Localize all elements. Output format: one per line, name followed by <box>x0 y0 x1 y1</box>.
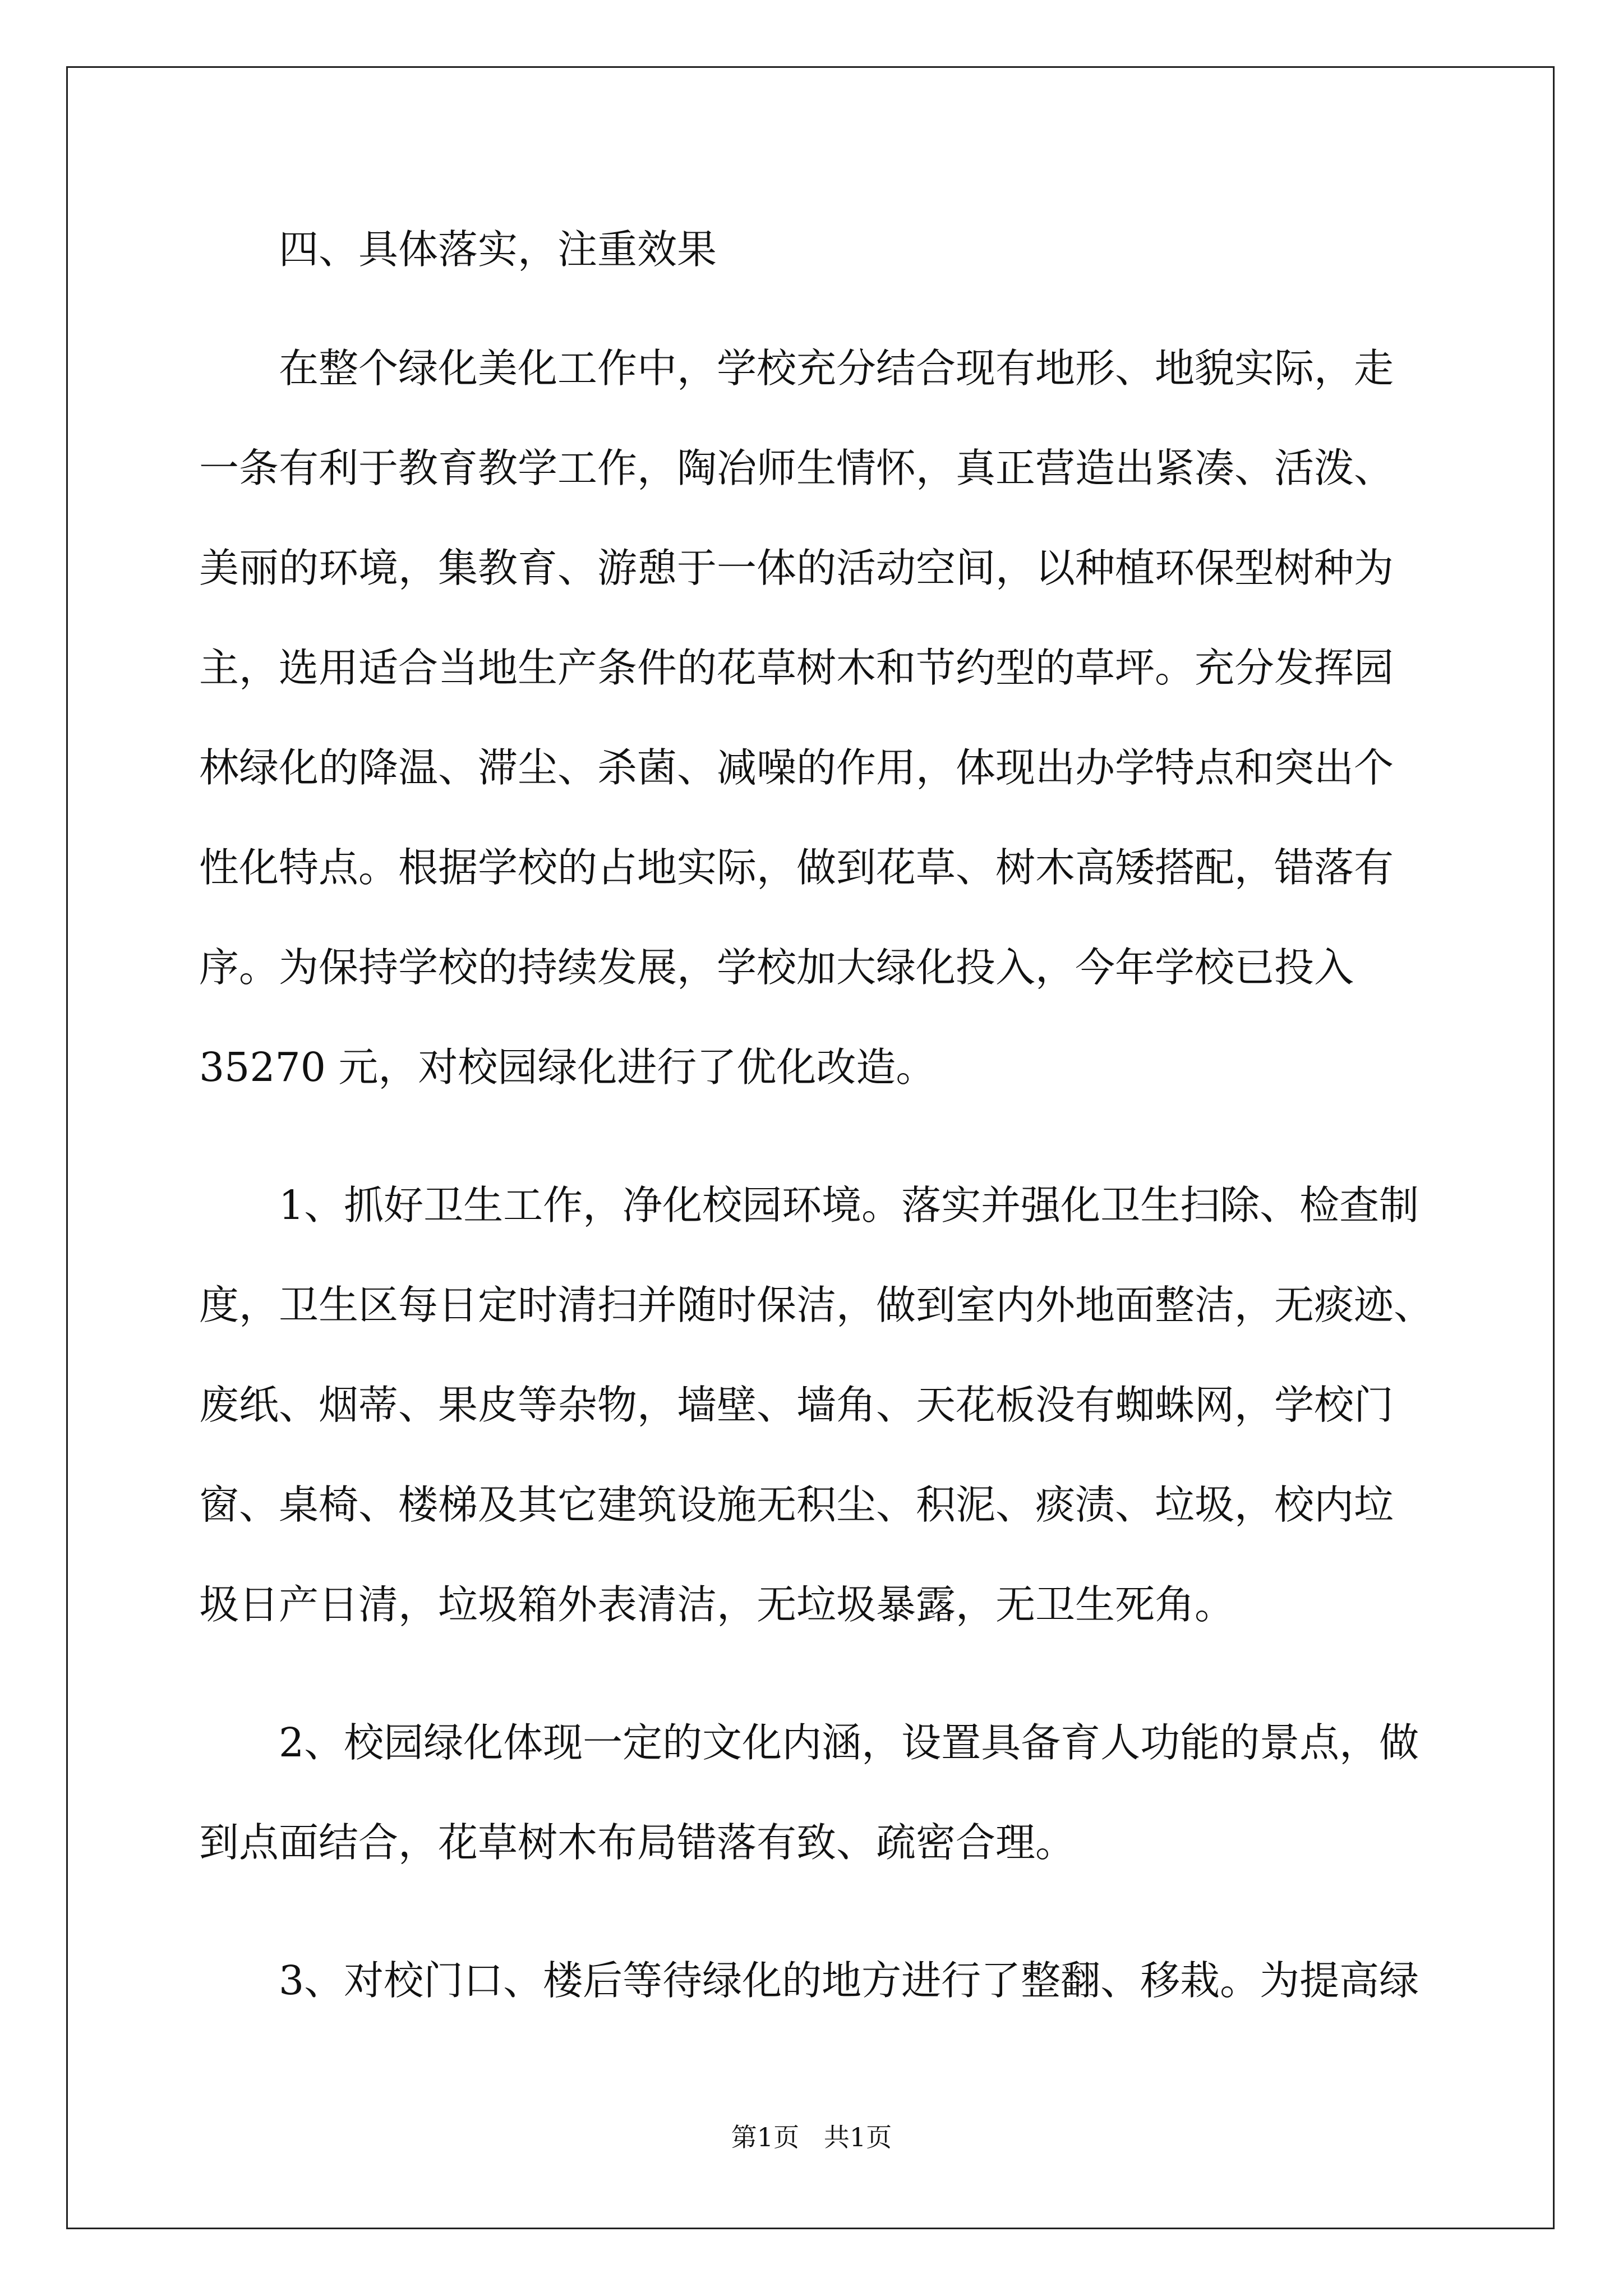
paragraph-line: 3、对校门口、楼后等待绿化的地方进行了整翻、移栽。为提高绿 <box>279 1957 1419 2004</box>
paragraph-line: 美丽的环境，集教育、游憩于一体的活动空间，以种植环保型树种为 <box>199 545 1394 591</box>
paragraph-line: 一条有利于教育教学工作，陶冶师生情怀，真正营造出紧凑、活泼、 <box>199 445 1394 491</box>
paragraph-2 <box>199 1156 1433 1655</box>
paragraph-line: 废纸、烟蒂、果皮等杂物，墙壁、墙角、天花板没有蜘蛛网，学校门 <box>199 1382 1394 1428</box>
paragraph-line: 2、校园绿化体现一定的文化内涵，设置具备育人功能的景点，做 <box>279 1719 1419 1766</box>
paragraph-line: 35270 元，对校园绿化进行了优化改造。 <box>199 1044 936 1091</box>
paragraph-line: 圾日产日清，垃圾箱外表清洁，无垃圾暴露，无卫生死角。 <box>199 1581 1235 1628</box>
paragraph-3 <box>199 1693 1433 1893</box>
paragraph-line: 窗、桌椅、楼梯及其它建筑设施无积尘、积泥、痰渍、垃圾，校内垃 <box>199 1481 1394 1528</box>
section-heading: 四、具体落实，注重效果 <box>279 226 717 273</box>
paragraph-line: 1、抓好卫生工作，净化校园环境。落实并强化卫生扫除、检查制 <box>279 1182 1419 1228</box>
paragraph-1 <box>199 319 1433 1117</box>
paragraph-line: 林绿化的降温、滞尘、杀菌、减噪的作用，体现出办学特点和突出个 <box>199 744 1394 791</box>
paragraph-line: 度，卫生区每日定时清扫并随时保洁，做到室内外地面整洁，无痰迹、 <box>199 1282 1434 1328</box>
paragraph-line: 到点面结合，花草树木布局错落有致、疏密合理。 <box>199 1819 1076 1866</box>
page-number-footer: 第1页 共1页 <box>731 2122 892 2152</box>
paragraph-line: 序。为保持学校的持续发展，学校加大绿化投入，今年学校已投入 <box>199 944 1354 991</box>
paragraph-line: 主，选用适合当地生产条件的花草树木和节约型的草坪。充分发挥园 <box>199 645 1394 691</box>
paragraph-4 <box>199 1931 1433 2031</box>
paragraph-line: 在整个绿化美化工作中，学校充分结合现有地形、地貌实际，走 <box>279 345 1394 392</box>
document-body <box>199 219 1433 2031</box>
paragraph-line: 性化特点。根据学校的占地实际，做到花草、树木高矮搭配，错落有 <box>199 844 1394 891</box>
